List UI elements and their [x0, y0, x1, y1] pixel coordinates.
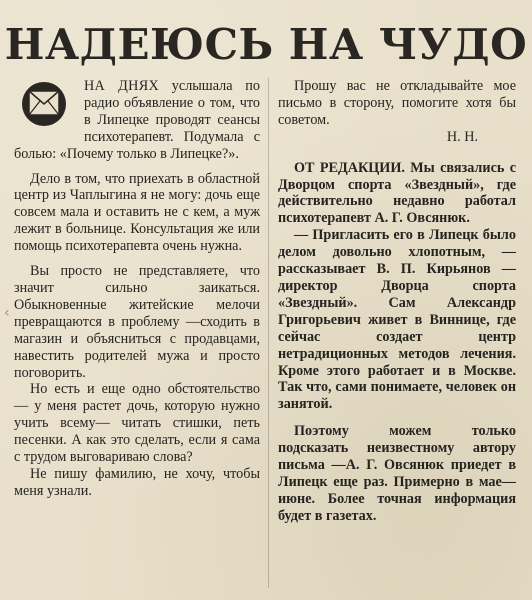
- editorial-paragraph-2: — Пригласить его в Липецк было делом довольно хлопотным, — рассказывает В. П. Кирьянов — директор Дворца спорта «Звездный». Сам Александр Григорьевич живет в Виннице, где сейчас создает центр нетрадиционных методов лечения. Кроме этого работает и в Москве. Так что, сами понимаете, человек он занятой.: [278, 227, 516, 413]
- letter-paragraph-3: Вы просто не представляете, что значит сильно заикаться. Обыкновенные житейские мелочи превращаются в проблему —сходить в магазин и объясниться с продавцами, навестить родителей мужа и просто поговорить.: [14, 263, 260, 381]
- editorial-paragraph-1-text: Мы связались с Дворцом спорта «Звездный», где действительно недавно работал психотерапевт А. Г. Овсянюк.: [278, 159, 517, 227]
- letter-paragraph-2: Дело в том, что приехать в областной центр из Чаплыгина я не могу: дочь еще совсем мала и оставить не с кем, а муж лежит в больнице. Консультация же или помощь психотерапевта очень нужна.: [14, 170, 260, 255]
- letter-paragraph-4: Но есть и еще одно обстоятельство — у меня растет дочь, которую нужно учить всему— читать стишки, петь песенки. А как это сделать, если я сама с трудом выговариваю слова?: [14, 381, 260, 466]
- chevron-left-icon[interactable]: ‹: [4, 305, 10, 321]
- letter-lead-caps: НА ДНЯХ: [84, 78, 160, 94]
- letter-signature: Н. Н.: [446, 128, 478, 145]
- letter-lead: [14, 78, 260, 163]
- article-headline: НАДЕЮСЬ НА ЧУДО: [4, 20, 528, 69]
- letter-column: [14, 78, 260, 500]
- column-divider: [268, 78, 269, 588]
- right-column: [278, 78, 516, 525]
- envelope-icon: [14, 78, 76, 130]
- letter-paragraph-6: Прошу вас не откладывайте мое письмо в сторону, помогите хотя бы советом.: [278, 78, 516, 128]
- editorial-paragraph-3: Поэтому можем только подсказать неизвестному автору письма —А. Г. Овсянюк приедет в Липецк еще раз. Примерно в мае—июне. Более точная информация будет в газетах.: [278, 423, 516, 524]
- editorial-block: [278, 160, 516, 525]
- editorial-label: ОТ РЕДАКЦИИ.: [294, 159, 405, 176]
- editorial-paragraph-1: [278, 160, 516, 228]
- letter-paragraph-5: Не пишу фамилию, не хочу, чтобы меня узнали.: [14, 465, 260, 499]
- letter-lead-rest: услышала по радио объявление о том, что в Липецке проводят сеансы психотерапевт. Подумала с болью: «Почему только в Липецке?».: [14, 78, 260, 162]
